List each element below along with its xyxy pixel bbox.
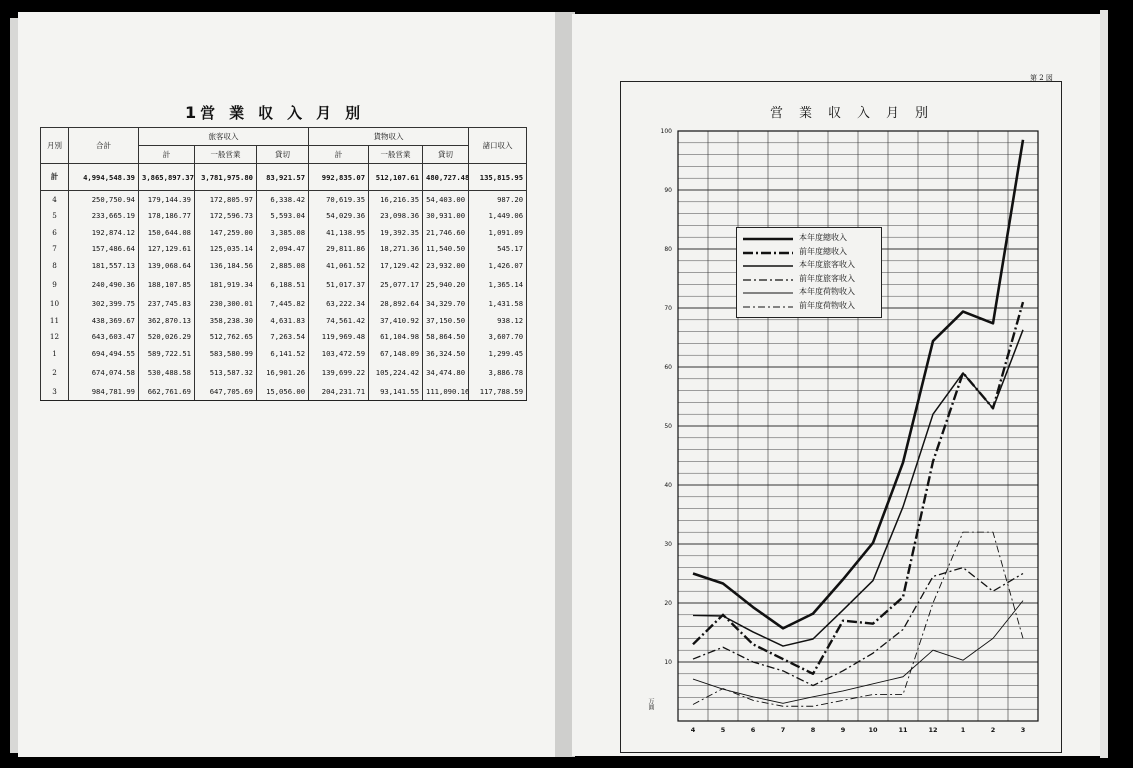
cell-misc: 3,607.70 (469, 329, 527, 346)
cell-month: 10 (41, 296, 69, 313)
cell-total: 240,490.36 (69, 274, 139, 296)
table-title (185, 102, 374, 123)
cell-p-total: 237,745.83 (139, 296, 195, 313)
legend-item (741, 232, 879, 244)
header-total: 合計 (69, 128, 139, 164)
cell-p-general: 230,300.01 (195, 296, 257, 313)
cell-f-general: 37,410.92 (369, 312, 423, 329)
table-row (41, 191, 527, 208)
income-table (40, 127, 527, 401)
cell-f-total: 119,969.48 (309, 329, 369, 346)
cell-p-total: 150,644.08 (139, 224, 195, 241)
cell-month: 7 (41, 241, 69, 258)
cell-f-total: 41,061.52 (309, 257, 369, 274)
cell-month: 8 (41, 257, 69, 274)
header-misc: 諸口収入 (469, 128, 527, 164)
cell-misc: 938.12 (469, 312, 527, 329)
legend-label: 本年度荷物收入 (799, 287, 855, 296)
legend-swatch (741, 304, 795, 310)
cell-f-total: 29,811.86 (309, 241, 369, 258)
legend-label: 前年度旅客收入 (799, 273, 855, 283)
cell-f-charter: 37,150.50 (423, 312, 469, 329)
table-row (41, 345, 527, 362)
cell-p-total: 589,722.51 (139, 345, 195, 362)
cell-f-general: 18,271.36 (369, 241, 423, 258)
table-title-number: 1 (185, 103, 201, 122)
cell-month: 4 (41, 191, 69, 208)
header-passenger-general: 一般営業 (195, 146, 257, 164)
chart-legend (736, 227, 882, 318)
x-tick-label: 1 (960, 726, 966, 734)
cell-f-general: 93,141.55 (369, 384, 423, 401)
cell-total: 643,603.47 (69, 329, 139, 346)
cell-p-general: 513,587.32 (195, 362, 257, 384)
cell-p-charter: 6,338.42 (257, 191, 309, 208)
header-passenger-charter: 貸切 (257, 146, 309, 164)
cell-p-charter: 3,385.08 (257, 224, 309, 241)
cell-total: 157,486.64 (69, 241, 139, 258)
table-row (41, 224, 527, 241)
cell-f-general: 17,129.42 (369, 257, 423, 274)
cell-month: 11 (41, 312, 69, 329)
y-tick-label: 30 (664, 541, 672, 548)
cell-f-general: 67,148.09 (369, 345, 423, 362)
cell-f-total: 41,138.95 (309, 224, 369, 241)
cell-f-general: 105,224.42 (369, 362, 423, 384)
cell-month: 1 (41, 345, 69, 362)
cell-f-charter: 11,540.50 (423, 241, 469, 258)
cell-misc: 135,815.95 (469, 164, 527, 191)
cell-p-charter: 2,885.08 (257, 257, 309, 274)
table-row (41, 241, 527, 258)
legend-item (741, 259, 879, 271)
y-axis-unit: 万圓 (647, 698, 654, 710)
cell-f-total: 54,029.36 (309, 208, 369, 225)
cell-month: 5 (41, 208, 69, 225)
cell-misc: 1,449.06 (469, 208, 527, 225)
cell-f-general: 23,098.36 (369, 208, 423, 225)
y-tick-label: 80 (664, 246, 672, 253)
cell-p-general: 147,259.00 (195, 224, 257, 241)
cell-total: 302,399.75 (69, 296, 139, 313)
cell-month: 6 (41, 224, 69, 241)
cell-f-charter: 36,324.50 (423, 345, 469, 362)
page-right-edge (1100, 10, 1108, 758)
x-tick-label: 2 (990, 726, 996, 734)
cell-f-charter: 58,864.50 (423, 329, 469, 346)
y-tick-label: 90 (664, 187, 672, 194)
cell-p-charter: 7,445.82 (257, 296, 309, 313)
x-tick-label: 4 (690, 726, 696, 734)
cell-f-charter: 54,403.00 (423, 191, 469, 208)
x-tick-label: 9 (840, 726, 846, 734)
y-tick-label: 50 (664, 423, 672, 430)
cell-f-charter: 30,931.00 (423, 208, 469, 225)
cell-f-general: 16,216.35 (369, 191, 423, 208)
y-tick-label: 60 (664, 364, 672, 371)
cell-month: 9 (41, 274, 69, 296)
legend-label: 前年度總收入 (799, 246, 847, 256)
header-freight-charter: 貸切 (423, 146, 469, 164)
cell-p-total: 178,186.77 (139, 208, 195, 225)
cell-p-total: 362,870.13 (139, 312, 195, 329)
cell-p-total: 3,865,897.37 (139, 164, 195, 191)
cell-p-charter: 4,631.83 (257, 312, 309, 329)
cell-p-charter: 16,901.26 (257, 362, 309, 384)
table-row (41, 274, 527, 296)
cell-p-total: 530,488.58 (139, 362, 195, 384)
header-passenger-subtotal: 計 (139, 146, 195, 164)
cell-f-total: 74,561.42 (309, 312, 369, 329)
line-chart (620, 81, 1060, 753)
x-tick-label: 10 (868, 726, 878, 734)
header-freight: 貨物収入 (309, 128, 469, 146)
cell-f-charter: 34,329.70 (423, 296, 469, 313)
cell-f-general: 61,104.98 (369, 329, 423, 346)
legend-label: 本年度旅客收入 (799, 260, 855, 269)
cell-p-total: 188,107.85 (139, 274, 195, 296)
cell-month: 計 (41, 164, 69, 191)
cell-month: 2 (41, 362, 69, 384)
legend-swatch (741, 263, 795, 269)
cell-p-charter: 6,141.52 (257, 345, 309, 362)
x-tick-label: 3 (1020, 726, 1026, 734)
cell-f-total: 139,699.22 (309, 362, 369, 384)
cell-f-general: 19,392.35 (369, 224, 423, 241)
cell-p-total: 127,129.61 (139, 241, 195, 258)
legend-swatch (741, 290, 795, 296)
income-table-body (41, 164, 527, 401)
cell-p-general: 512,762.65 (195, 329, 257, 346)
y-tick-label: 40 (664, 482, 672, 489)
cell-p-general: 172,596.73 (195, 208, 257, 225)
cell-misc: 1,091.09 (469, 224, 527, 241)
x-tick-label: 6 (750, 726, 756, 734)
cell-total: 984,781.99 (69, 384, 139, 401)
cell-f-general: 25,077.17 (369, 274, 423, 296)
header-freight-subtotal: 計 (309, 146, 369, 164)
cell-p-charter: 6,188.51 (257, 274, 309, 296)
cell-f-charter: 480,727.48 (423, 164, 469, 191)
legend-swatch (741, 250, 795, 256)
table-row (41, 164, 527, 191)
cell-total: 181,557.13 (69, 257, 139, 274)
x-tick-label: 7 (780, 726, 786, 734)
cell-f-total: 63,222.34 (309, 296, 369, 313)
cell-p-general: 583,580.99 (195, 345, 257, 362)
header-month: 月別 (41, 128, 69, 164)
cell-misc: 1,299.45 (469, 345, 527, 362)
cell-p-charter: 7,263.54 (257, 329, 309, 346)
cell-f-charter: 111,090.16 (423, 384, 469, 401)
cell-total: 233,665.19 (69, 208, 139, 225)
cell-misc: 3,886.78 (469, 362, 527, 384)
cell-p-general: 181,919.34 (195, 274, 257, 296)
cell-f-total: 51,017.37 (309, 274, 369, 296)
figure-label: 第 2 図 (1030, 74, 1053, 82)
cell-misc: 987.20 (469, 191, 527, 208)
cell-total: 250,750.94 (69, 191, 139, 208)
cell-f-charter: 34,474.80 (423, 362, 469, 384)
cell-p-charter: 5,593.04 (257, 208, 309, 225)
y-tick-label: 20 (664, 600, 672, 607)
table-row (41, 362, 527, 384)
cell-f-charter: 21,746.60 (423, 224, 469, 241)
cell-p-charter: 15,056.00 (257, 384, 309, 401)
y-tick-label: 70 (664, 305, 672, 312)
cell-p-general: 136,184.56 (195, 257, 257, 274)
legend-item (741, 246, 879, 258)
cell-p-general: 172,805.97 (195, 191, 257, 208)
cell-f-total: 70,619.35 (309, 191, 369, 208)
cell-p-total: 179,144.39 (139, 191, 195, 208)
cell-f-total: 992,835.07 (309, 164, 369, 191)
table-row (41, 257, 527, 274)
legend-item (741, 286, 879, 298)
cell-p-total: 139,068.64 (139, 257, 195, 274)
legend-item (741, 300, 879, 312)
cell-p-general: 3,781,975.80 (195, 164, 257, 191)
y-tick-label: 10 (664, 659, 672, 666)
cell-misc: 117,788.59 (469, 384, 527, 401)
cell-f-total: 204,231.71 (309, 384, 369, 401)
table-row (41, 312, 527, 329)
cell-p-charter: 83,921.57 (257, 164, 309, 191)
cell-p-charter: 2,094.47 (257, 241, 309, 258)
cell-p-general: 358,238.30 (195, 312, 257, 329)
cell-misc: 1,365.14 (469, 274, 527, 296)
cell-p-general: 125,035.14 (195, 241, 257, 258)
cell-p-total: 520,026.29 (139, 329, 195, 346)
cell-f-total: 103,472.59 (309, 345, 369, 362)
cell-misc: 545.17 (469, 241, 527, 258)
x-tick-label: 12 (928, 726, 938, 734)
cell-total: 438,369.67 (69, 312, 139, 329)
table-row (41, 384, 527, 401)
legend-item (741, 273, 879, 285)
legend-swatch (741, 277, 795, 283)
header-freight-general: 一般営業 (369, 146, 423, 164)
cell-p-general: 647,705.69 (195, 384, 257, 401)
cell-p-total: 662,761.69 (139, 384, 195, 401)
y-tick-label: 100 (660, 128, 672, 135)
x-tick-label: 5 (720, 726, 726, 734)
cell-f-charter: 23,932.00 (423, 257, 469, 274)
cell-misc: 1,426.07 (469, 257, 527, 274)
cell-month: 12 (41, 329, 69, 346)
legend-label: 本年度總收入 (799, 233, 847, 242)
cell-f-general: 512,107.61 (369, 164, 423, 191)
table-title-text: 営業収入月別 (200, 104, 375, 122)
x-tick-label: 11 (898, 726, 908, 734)
legend-label: 前年度荷物收入 (799, 300, 855, 310)
cell-misc: 1,431.58 (469, 296, 527, 313)
cell-f-general: 28,892.64 (369, 296, 423, 313)
cell-month: 3 (41, 384, 69, 401)
cell-total: 694,494.55 (69, 345, 139, 362)
table-row (41, 329, 527, 346)
header-passenger: 旅客収入 (139, 128, 309, 146)
x-tick-label: 8 (810, 726, 816, 734)
cell-total: 674,074.58 (69, 362, 139, 384)
chart-title: 営業収入月別 (770, 106, 945, 121)
cell-total: 4,994,548.39 (69, 164, 139, 191)
cell-total: 192,874.12 (69, 224, 139, 241)
table-row (41, 208, 527, 225)
legend-swatch (741, 236, 795, 242)
table-row (41, 296, 527, 313)
cell-f-charter: 25,940.20 (423, 274, 469, 296)
